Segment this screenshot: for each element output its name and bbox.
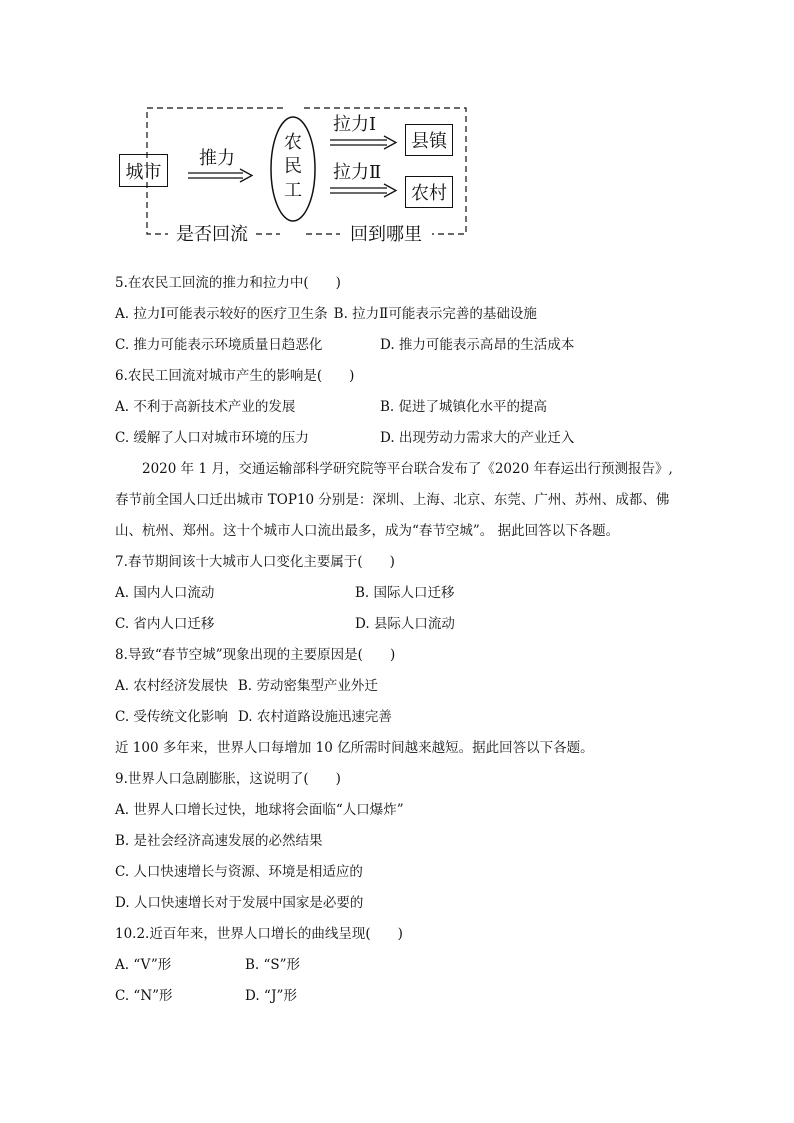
push-label: 推力	[199, 148, 235, 169]
q10-options-cd	[115, 981, 690, 1012]
q5-stem: 5.在农民工回流的推力和拉力中( )	[115, 275, 341, 291]
migration-diagram	[0, 0, 794, 260]
passage1-line-1: 2020 年 1 月，交通运输部科学研究院等平台联合发布了《2020 年春运出行预测报告》,	[142, 461, 673, 477]
q10-stem: 10.2.近百年来，世界人口增长的曲线呈现( )	[115, 926, 403, 942]
workers-char-2: 民	[284, 156, 302, 177]
passage2: 近 100 多年来，世界人口每增加 10 亿所需时间越来越短。据此回答以下各题。	[115, 740, 594, 756]
q6-stem: 6.农民工回流对城市产生的影响是( )	[115, 368, 355, 384]
q6-option-c: C. 缓解了人口对城市环境的压力	[115, 430, 309, 446]
q10-option-c: C. “N”形	[115, 988, 173, 1004]
village-label: 农村	[411, 183, 447, 204]
q8-option-a: A. 农村经济发展快	[115, 678, 228, 694]
left-caption: 是否回流	[176, 224, 248, 245]
q10-option-d: D. “J”形	[245, 988, 297, 1004]
q10-option-b: B. “S”形	[245, 957, 301, 973]
q7-option-c: C. 省内人口迁移	[115, 616, 215, 632]
q6-options-ab	[115, 392, 690, 423]
q10-options-ab	[115, 950, 690, 981]
q8-option-b: B. 劳动密集型产业外迁	[237, 678, 378, 694]
q9-option-c: C. 人口快速增长与资源、环境是相适应的	[115, 864, 363, 880]
passage1-line-3: 山、杭州、郑州。这十个城市人口流出最多，成为“春节空城”。 据此回答以下各题。	[115, 523, 620, 539]
q5-options-cd	[115, 330, 690, 361]
q8-stem: 8.导致“春节空城”现象出现的主要原因是( )	[115, 647, 396, 663]
q9-option-a: A. 世界人口增长过快，地球将会面临“人口爆炸”	[115, 802, 404, 818]
q7-option-b: B. 国际人口迁移	[355, 585, 455, 601]
q9-option-d: D. 人口快速增长对于发展中国家是必要的	[115, 895, 364, 911]
workers-char-3: 工	[284, 180, 302, 201]
q10-option-a: A. “V”形	[115, 957, 172, 973]
q7-option-a: A. 国内人口流动	[115, 585, 215, 601]
city-label: 城市	[125, 161, 162, 183]
pull1-label: 拉力Ⅰ	[333, 114, 377, 135]
right-caption: 回到哪里	[350, 224, 422, 245]
town-label: 县镇	[411, 131, 447, 152]
q9-option-b: B. 是社会经济高速发展的必然结果	[115, 833, 323, 849]
q5-option-c: C. 推力可能表示环境质量日趋恶化	[115, 337, 323, 353]
q7-options-cd	[115, 609, 690, 640]
pull2-label: 拉力Ⅱ	[333, 162, 382, 183]
q9-stem: 9.世界人口急剧膨胀，这说明了( )	[115, 771, 341, 787]
question-content	[115, 268, 690, 1012]
diagram-lines	[0, 0, 794, 260]
passage1-line-2: 春节前全国人口迁出城市 TOP10 分别是：深圳、上海、北京、东莞、广州、苏州、成都、佛	[115, 492, 670, 508]
q5-option-b: B. 拉力Ⅱ可能表示完善的基础设施	[333, 306, 537, 322]
q8-option-d: D. 农村道路设施迅速完善	[237, 709, 392, 725]
q5-option-d: D. 推力可能表示高昂的生活成本	[380, 337, 575, 353]
q6-options-cd	[115, 423, 690, 454]
workers-char-1: 农	[284, 132, 302, 153]
q7-option-d: D. 县际人口流动	[355, 616, 455, 632]
q6-option-b: B. 促进了城镇化水平的提高	[380, 399, 548, 415]
q6-option-d: D. 出现劳动力需求大的产业迁入	[380, 430, 575, 446]
q6-option-a: A. 不利于高新技术产业的发展	[115, 399, 296, 415]
q7-stem: 7.春节期间该十大城市人口变化主要属于( )	[115, 554, 395, 570]
q7-options-ab	[115, 578, 690, 609]
q8-option-c: C. 受传统文化影响	[115, 709, 228, 725]
village-box	[405, 176, 453, 208]
q5-options-ab	[115, 299, 690, 330]
q8-options-cd	[115, 702, 690, 733]
city-box	[119, 154, 168, 187]
q8-options-ab	[115, 671, 690, 702]
q5-option-a: A. 拉力Ⅰ可能表示较好的医疗卫生条	[115, 306, 328, 322]
town-box	[405, 124, 453, 156]
